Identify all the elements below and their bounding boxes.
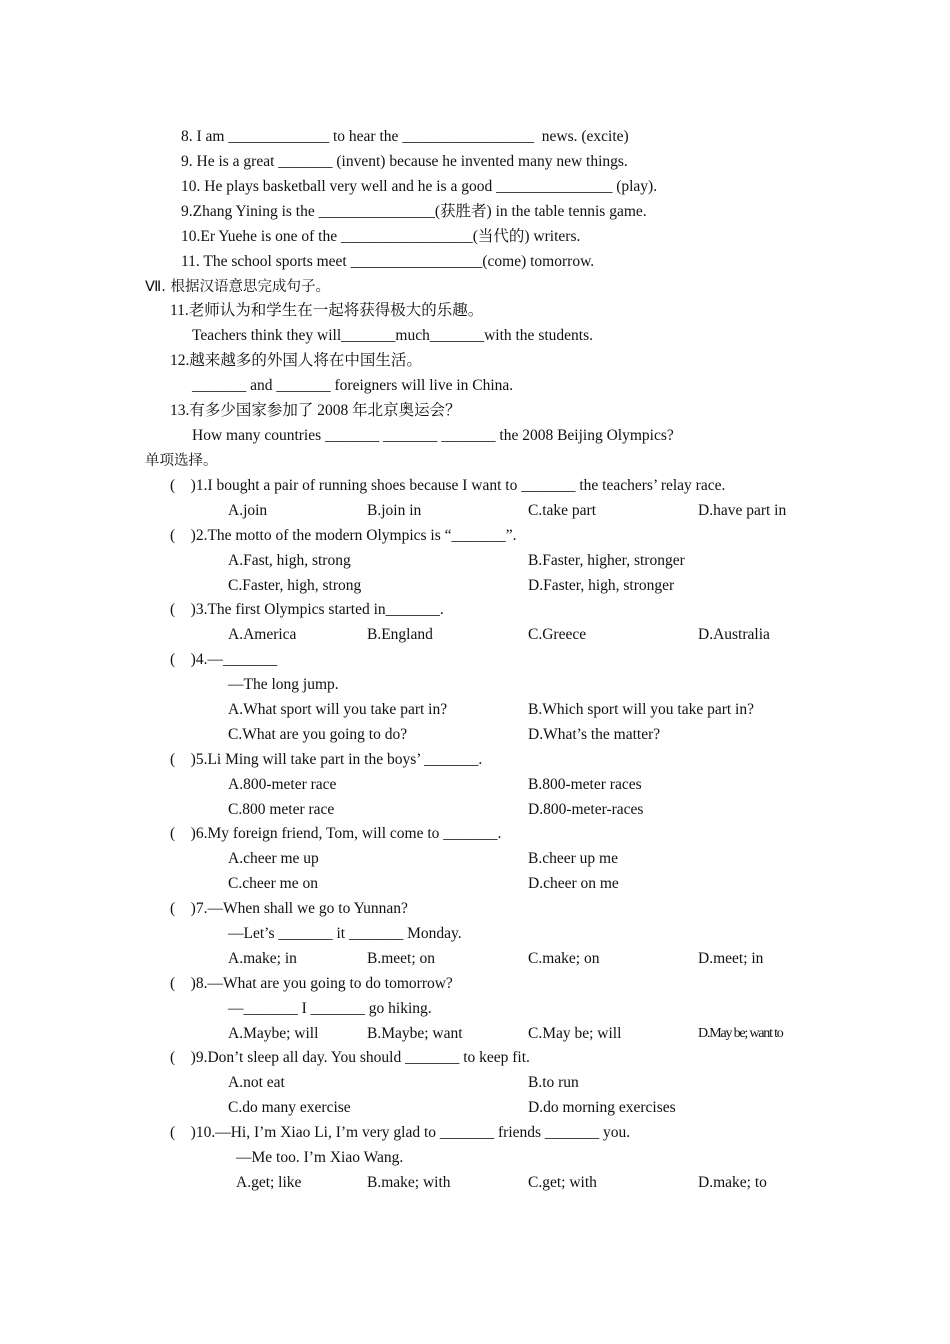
mc-q7-reply: —Let’s _______ it _______ Monday. — [228, 925, 462, 942]
sentence-12-en: _______ and _______ foreigners will live in China. — [192, 377, 514, 394]
mc-q8-option-d: D.May be; want to — [698, 1026, 783, 1041]
mc-q6-option-d: D.cheer on me — [528, 875, 619, 892]
mc-q7-stem: ( )7.—When shall we go to Yunnan? — [170, 900, 408, 917]
mc-q5-option-d: D.800-meter-races — [528, 801, 644, 818]
mc-q2-option-a: A.Fast, high, strong — [228, 552, 351, 569]
mc-q4-option-c: C.What are you going to do? — [228, 726, 408, 743]
mc-q4-option-b: B.Which sport will you take part in? — [528, 701, 754, 718]
mc-q10-reply: —Me too. I’m Xiao Wang. — [236, 1149, 404, 1166]
sentence-11-en: Teachers think they will_______much_______with the students. — [192, 327, 593, 344]
mc-q4-stem: ( )4.—_______ — [170, 651, 278, 668]
mc-q9-option-b: B.to run — [528, 1074, 579, 1091]
mc-q4-reply: —The long jump. — [228, 676, 339, 693]
fill-item-9: 9. He is a great _______ (invent) because he invented many new things. — [181, 153, 628, 170]
sentence-13-en: How many countries _______ _______ _______ the 2008 Beijing Olympics? — [192, 427, 674, 444]
mc-q7-option-d: D.meet; in — [698, 950, 764, 967]
mc-q8-option-a: A.Maybe; will — [228, 1025, 319, 1042]
mc-q10-option-a: A.get; like — [236, 1174, 302, 1191]
mc-q3-option-b: B.England — [367, 626, 433, 643]
mc-q4-option-a: A.What sport will you take part in? — [228, 701, 448, 718]
mc-q8-option-c: C.May be; will — [528, 1025, 622, 1042]
mc-q5-option-c: C.800 meter race — [228, 801, 335, 818]
mc-q3-stem: ( )3.The first Olympics started in_______. — [170, 601, 444, 618]
sentence-12-cn: 12.越来越多的外国人将在中国生活。 — [170, 352, 422, 369]
mc-q9-option-c: C.do many exercise — [228, 1099, 351, 1116]
mc-q10-option-b: B.make; with — [367, 1174, 451, 1191]
sentence-13-cn: 13.有多少国家参加了 2008 年北京奥运会？ — [170, 402, 461, 419]
fill-item-11: 11. The school sports meet _________________(come) tomorrow. — [181, 253, 595, 270]
mc-q6-option-b: B.cheer up me — [528, 850, 618, 867]
mc-q7-option-a: A.make; in — [228, 950, 297, 967]
mc-q6-stem: ( )6.My foreign friend, Tom, will come to _______. — [170, 825, 502, 842]
mc-q10-option-c: C.get; with — [528, 1174, 597, 1191]
mc-q2-stem: ( )2.The motto of the modern Olympics is “_______”. — [170, 527, 517, 544]
mc-q1-option-b: B.join in — [367, 502, 422, 519]
mc-q1-option-c: C.take part — [528, 502, 597, 519]
mc-q1-stem: ( )1.I bought a pair of running shoes because I want to _______ the teachers’ relay race. — [170, 477, 726, 494]
mc-q10-stem: ( )10.—Hi, I’m Xiao Li, I’m very glad to _______ friends _______ you. — [170, 1124, 631, 1141]
sentence-11-cn: 11.老师认为和学生在一起将获得极大的乐趣。 — [170, 302, 484, 319]
mc-q8-option-b: B.Maybe; want — [367, 1025, 463, 1042]
fill-item-10b: 10.Er Yuehe is one of the _________________(当代的) writers. — [181, 228, 581, 245]
mc-q5-stem: ( )5.Li Ming will take part in the boys’ _______. — [170, 751, 483, 768]
mc-q9-option-a: A.not eat — [228, 1074, 285, 1091]
mc-heading: 单项选择。 — [145, 453, 218, 469]
mc-q2-option-b: B.Faster, higher, stronger — [528, 552, 685, 569]
mc-q9-option-d: D.do morning exercises — [528, 1099, 676, 1116]
mc-q6-option-c: C.cheer me on — [228, 875, 318, 892]
mc-q7-option-b: B.meet; on — [367, 950, 436, 967]
mc-q10-option-d: D.make; to — [698, 1174, 767, 1191]
mc-q4-option-d: D.What’s the matter? — [528, 726, 661, 743]
mc-q5-option-b: B.800-meter races — [528, 776, 642, 793]
section-7-heading: Ⅶ. 根据汉语意思完成句子。 — [145, 279, 330, 295]
mc-q3-option-c: C.Greece — [528, 626, 587, 643]
mc-q1-option-d: D.have part in — [698, 502, 787, 519]
mc-q5-option-a: A.800-meter race — [228, 776, 337, 793]
mc-q8-reply: —_______ I _______ go hiking. — [228, 1000, 432, 1017]
mc-q3-option-d: D.Australia — [698, 626, 770, 643]
mc-q2-option-d: D.Faster, high, stronger — [528, 577, 675, 594]
fill-item-8: 8. I am _____________ to hear the _________________ news. (excite) — [181, 128, 629, 145]
fill-item-10: 10. He plays basketball very well and he is a good _______________ (play). — [181, 178, 658, 195]
mc-q6-option-a: A.cheer me up — [228, 850, 319, 867]
mc-q9-stem: ( )9.Don’t sleep all day. You should _______ to keep fit. — [170, 1049, 530, 1066]
mc-q2-option-c: C.Faster, high, strong — [228, 577, 362, 594]
mc-q7-option-c: C.make; on — [528, 950, 600, 967]
mc-q3-option-a: A.America — [228, 626, 297, 643]
mc-q8-stem: ( )8.—What are you going to do tomorrow? — [170, 975, 453, 992]
fill-item-9b: 9.Zhang Yining is the _______________(获胜者) in the table tennis game. — [181, 203, 647, 220]
mc-q1-option-a: A.join — [228, 502, 268, 519]
